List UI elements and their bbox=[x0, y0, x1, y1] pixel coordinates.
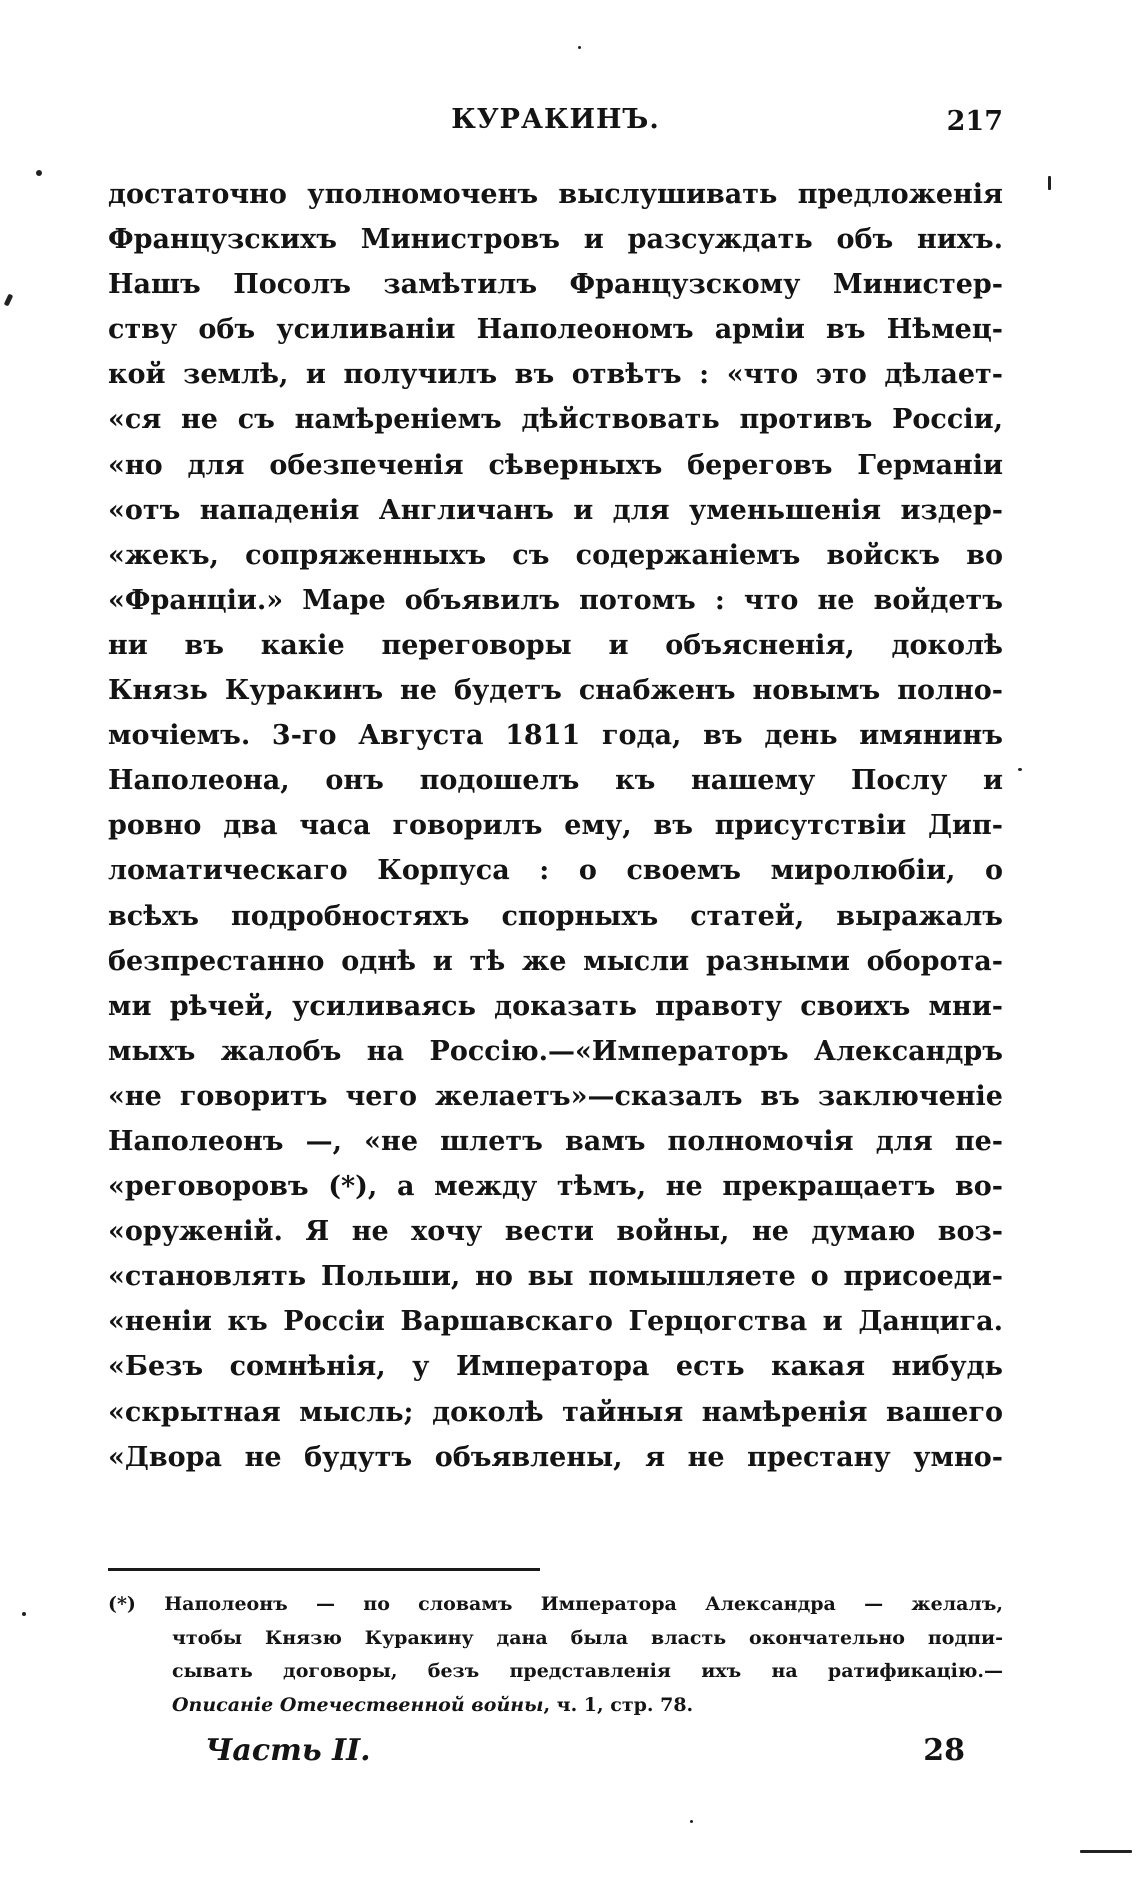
text-line: Наполеонъ —, «не шлетъ вамъ полномочія для пе- bbox=[108, 1125, 1003, 1157]
text-line: «неніи къ Россіи Варшавскаго Герцогства и Данцига. bbox=[108, 1306, 1003, 1338]
footnote-citation-ref: , ч. 1, стр. 78. bbox=[543, 1693, 694, 1716]
footnote-line: чтобы Князю Куракину дана была власть окончательно подпи- bbox=[172, 1626, 1003, 1649]
text-line: ровно два часа говорилъ ему, въ присутствіи Дип- bbox=[108, 810, 1003, 842]
text-line: Наполеона, онъ подошелъ къ нашему Послу и bbox=[108, 765, 1003, 797]
text-line: ми рѣчей, усиливаясь доказать правоту своихъ мни- bbox=[108, 990, 1003, 1022]
scan-speck bbox=[1018, 768, 1022, 771]
text-line: «не говоритъ чего желаетъ»—сказалъ въ заключеніе bbox=[108, 1080, 1003, 1112]
text-line: всѣхъ подробностяхъ спорныхъ статей, выражалъ bbox=[108, 900, 1003, 932]
text-line: «оруженій. Я не хочу вести войны, не думаю воз- bbox=[108, 1216, 1003, 1248]
text-line: ству объ усиливаніи Наполеономъ арміи въ Нѣмец- bbox=[108, 314, 1003, 346]
text-line: «реговоровъ (*), а между тѣмъ, не прекращаетъ во- bbox=[108, 1171, 1003, 1203]
footnote-line: сывать договоры, безъ представленія ихъ на ратификацію.— bbox=[172, 1660, 1003, 1682]
signature-line bbox=[205, 1733, 965, 1773]
text-line: ломатическаго Корпуса : о своемъ миролюбіи, о bbox=[108, 855, 1003, 887]
text-line: достаточно уполномоченъ выслушивать предложенія bbox=[108, 179, 1003, 210]
footnote-citation-line bbox=[108, 1689, 1003, 1723]
page-number: 217 bbox=[946, 106, 1003, 137]
signature-number: 28 bbox=[923, 1733, 965, 1768]
footnote-citation-title: Описаніе Отечественной войны bbox=[172, 1693, 544, 1716]
running-head bbox=[108, 104, 1003, 148]
scan-speck bbox=[1080, 1850, 1132, 1853]
scan-speck bbox=[4, 294, 14, 307]
text-line: «ся не съ намѣреніемъ дѣйствовать противъ Россіи, bbox=[108, 404, 1003, 436]
text-line: кой землѣ, и получилъ въ отвѣтъ : «что это дѣлает- bbox=[108, 359, 1003, 391]
footnote bbox=[108, 1588, 1003, 1722]
text-line: «Двора не будутъ объявлены, я не престану умно- bbox=[108, 1441, 1003, 1473]
text-line: «Безъ сомнѣнія, у Императора есть какая нибудь bbox=[108, 1351, 1003, 1383]
text-line: безпрестанно однѣ и тѣ же мысли разными оборота- bbox=[108, 945, 1003, 977]
text-line: ни въ какіе переговоры и объясненія, доколѣ bbox=[108, 629, 1003, 661]
scan-speck bbox=[1048, 176, 1051, 190]
scan-speck bbox=[578, 46, 581, 49]
text-line: «Франціи.» Маре объявилъ потомъ : что не войдетъ bbox=[108, 584, 1003, 616]
text-line: «становлять Польши, но вы помышляете о присоеди- bbox=[108, 1261, 1003, 1293]
text-line: мочіемъ. 3-го Августа 1811 года, въ день имянинъ bbox=[108, 720, 1003, 752]
text-line: мыхъ жалобъ на Россію.—«Императоръ Александръ bbox=[108, 1035, 1003, 1067]
text-line: «скрытная мысль; доколѣ тайныя намѣренія вашего bbox=[108, 1396, 1003, 1428]
scan-speck bbox=[22, 1612, 26, 1616]
text-line: Французскихъ Министровъ и разсуждать объ нихъ. bbox=[108, 224, 1003, 256]
text-line: «но для обезпеченія сѣверныхъ береговъ Германіи bbox=[108, 449, 1003, 481]
signature-label: Часть II. bbox=[205, 1733, 371, 1768]
text-line: «отъ нападенія Англичанъ и для уменьшенія издер- bbox=[108, 494, 1003, 526]
footnote-rule bbox=[108, 1568, 540, 1571]
text-line: Нашъ Посолъ замѣтилъ Французскому Министер- bbox=[108, 269, 1003, 301]
body-text bbox=[108, 172, 1003, 1480]
scan-speck bbox=[690, 1820, 693, 1823]
scan-speck bbox=[36, 170, 42, 176]
footnote-line: (*) Наполеонъ — по словамъ Императора Александра — желалъ, bbox=[108, 1593, 1003, 1615]
text-line: «жекъ, сопряженныхъ съ содержаніемъ войскъ во bbox=[108, 539, 1003, 571]
running-title: КУРАКИНЪ. bbox=[451, 104, 660, 135]
text-line: Князь Куракинъ не будетъ снабженъ новымъ полно- bbox=[108, 675, 1003, 707]
